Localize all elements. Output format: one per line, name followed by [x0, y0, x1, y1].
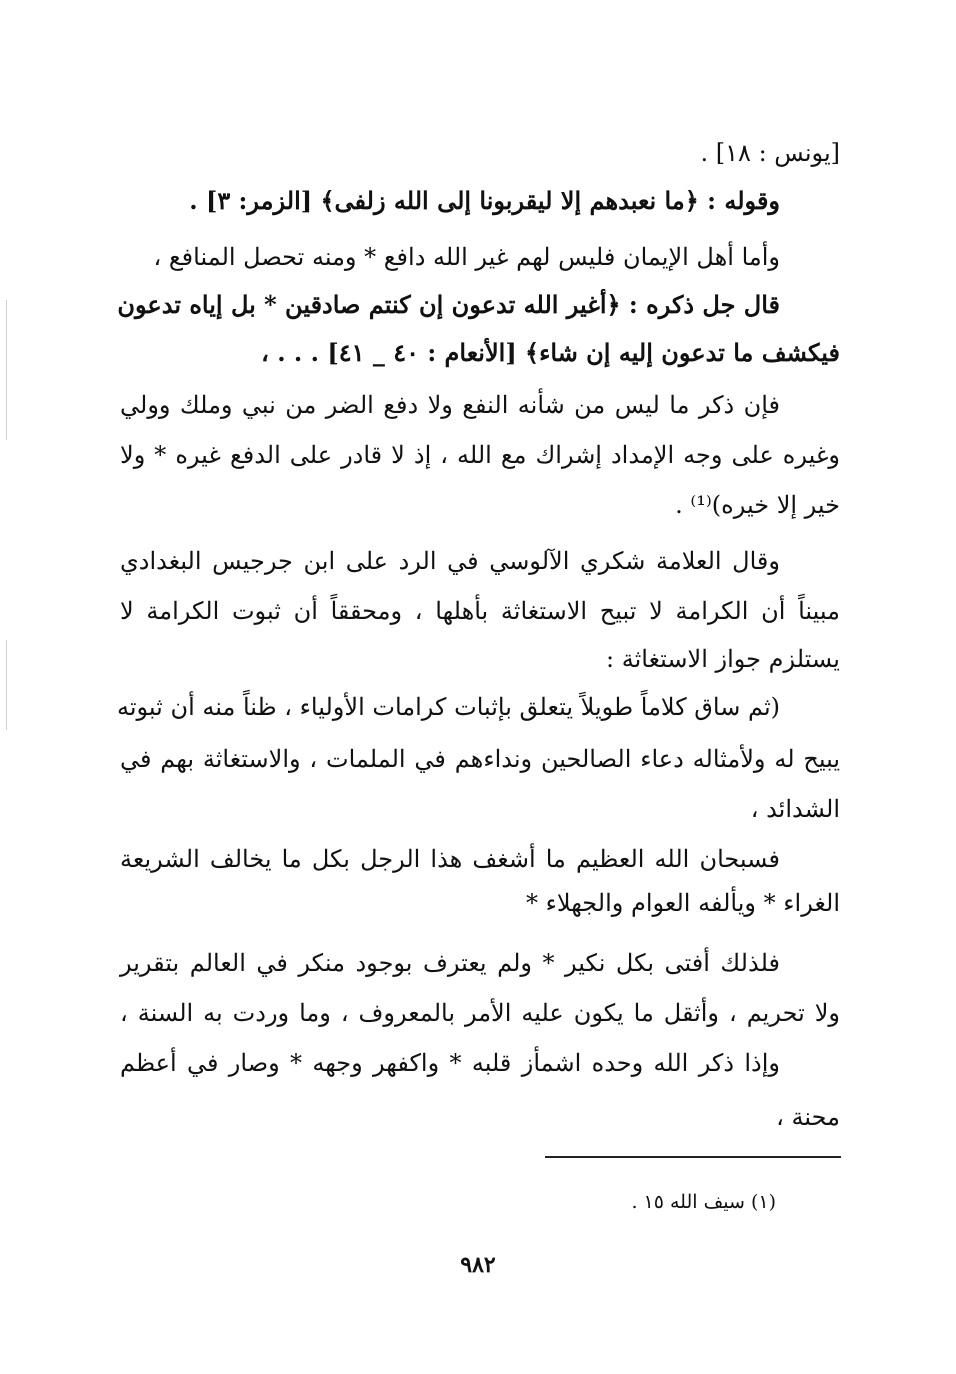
text-line: قال جل ذكره : ﴿أغير الله تدعون إن كنتم صادقين * بل إياه تدعون — [117, 290, 780, 319]
footnote: (١) سيف الله ١٥ . — [631, 1191, 776, 1213]
text-line: وإذا ذكر الله وحده اشمأز قلبه * واكفهر وجهه * وصار في أعظم — [120, 1049, 780, 1077]
text-line: الشدائد ، — [750, 795, 840, 823]
text-line: ولا تحريم ، وأثقل ما يكون عليه الأمر بالمعروف ، وما وردت به السنة ، — [120, 999, 840, 1027]
text-line: وقال العلامة شكري الآلوسي في الرد على ابن جرجيس البغدادي — [120, 547, 780, 575]
text-line: فلذلك أفتى بكل نكير * ولم يعترف بوجود منكر في العالم بتقرير — [120, 949, 780, 977]
text-line: محنة ، — [776, 1103, 840, 1131]
footnote-separator — [545, 1156, 841, 1158]
text-line: يستلزم جواز الاستغاثة : — [606, 645, 840, 673]
text-line: مبيناً أن الكرامة لا تبيح الاستغاثة بأهلها ، ومحققاً أن ثبوت الكرامة لا — [120, 597, 840, 625]
text-line: يبيح له ولأمثاله دعاء الصالحين ونداءهم في الملمات ، والاستغاثة بهم في — [120, 745, 841, 773]
text-line: وأما أهل الإيمان فليس لهم غير الله دافع * ومنه تحصل المنافع ، — [153, 243, 780, 271]
scan-edge-mark — [6, 300, 7, 440]
text-line: الغراء * ويألفه العوام والجهلاء * — [525, 889, 840, 917]
text-line: [يونس : ١٨] . — [700, 139, 840, 167]
body-text — [116, 0, 841, 1140]
text-line: فسبحان الله العظيم ما أشغف هذا الرجل بكل ما يخالف الشريعة — [120, 845, 780, 873]
text-line: خير إلا خيره)⁽¹⁾ . — [675, 491, 840, 519]
text-line: وقوله : ﴿ما نعبدهم إلا ليقربونا إلى الله زلفى﴾ [الزمر: ٣] . — [189, 186, 780, 215]
text-line: (ثم ساق كلاماً طويلاً يتعلق بإثبات كرامات الأولياء ، ظناً منه أن ثبوته — [116, 693, 780, 721]
page-number: ٩٨٢ — [460, 1252, 496, 1278]
text-line: وغيره على وجه الإمداد إشراك مع الله ، إذ لا قادر على الدفع غيره * ولا — [120, 441, 840, 469]
scan-edge-mark — [6, 640, 7, 730]
text-line: فيكشف ما تدعون إليه إن شاء﴾ [الأنعام : ٤٠ _ ٤١] . . . ، — [261, 338, 840, 367]
text-line: فإن ذكر ما ليس من شأنه النفع ولا دفع الضر من نبي وملك وولي — [120, 391, 780, 419]
